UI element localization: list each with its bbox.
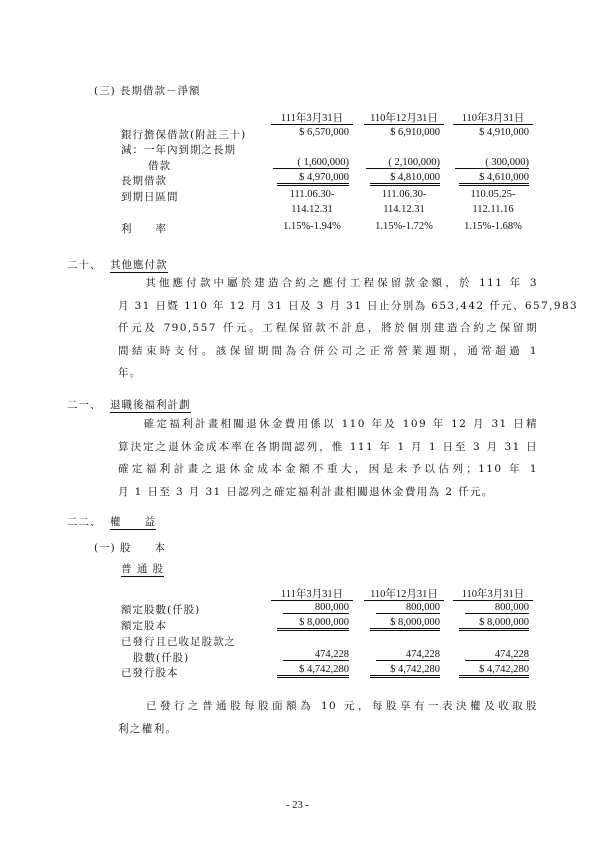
cell: 114.12.31 bbox=[383, 204, 425, 215]
row-label: 到期日區間 bbox=[121, 191, 179, 203]
paragraph-line: 確定福利計畫之退休金成本金額不重大，因是未予以估列；110 年 1 bbox=[118, 463, 538, 476]
section-20-title: 其他應付款 bbox=[110, 259, 168, 271]
cell: 1.15%-1.94% bbox=[283, 221, 341, 232]
paragraph-line: 確定福利計畫相關退休金費用係以 110 年及 109 年 12 月 31 日精 bbox=[118, 418, 538, 430]
paragraph-line: 利之權利。 bbox=[118, 722, 178, 735]
cell: 110.05.25- bbox=[470, 189, 516, 200]
col-header-rule bbox=[453, 124, 533, 125]
cell: 474,228 bbox=[376, 649, 440, 661]
cell: $ 4,810,000 bbox=[370, 172, 440, 186]
cell: $ 4,742,280 bbox=[459, 664, 529, 678]
cell: 111.06.30- bbox=[381, 189, 427, 200]
cell: 1.15%-1.72% bbox=[375, 221, 433, 232]
cell: 114.12.31 bbox=[291, 204, 333, 215]
cell: 474,228 bbox=[465, 649, 529, 661]
row-label: 減：一年內到期之長期 bbox=[121, 144, 236, 156]
section-20-number: 二十、 bbox=[67, 259, 102, 271]
row-label: 已發行且已收足股款之 bbox=[121, 636, 236, 648]
row-label: 額定股本 bbox=[121, 620, 167, 632]
page-number: - 23 - bbox=[286, 800, 309, 811]
common-stock-title: 普 通 股 bbox=[121, 563, 165, 575]
section-21-paragraph bbox=[118, 413, 538, 503]
paragraph-line: 間結束時支付。該保留期間為合併公司之正常營業週期，通常超過 1 bbox=[118, 344, 538, 357]
section-22-sub-title: (一) 股 本 bbox=[94, 542, 167, 554]
row-label: 借款 bbox=[148, 160, 171, 172]
cell: $ 6,570,000 bbox=[299, 127, 349, 138]
cell: 800,000 bbox=[376, 602, 440, 614]
cell: $ 8,000,000 bbox=[277, 617, 349, 631]
paragraph-line: 已發行之普通股每股面額為 10 元，每股享有一表決權及收取股 bbox=[118, 700, 538, 712]
cell: $ 4,742,280 bbox=[277, 664, 349, 678]
cell: ( 300,000) bbox=[455, 157, 529, 169]
cell: $ 6,910,000 bbox=[390, 127, 440, 138]
col-header-2: 110年12月31日 bbox=[370, 113, 438, 124]
col-header-2: 110年12月31日 bbox=[370, 589, 438, 600]
cell: $ 8,000,000 bbox=[370, 617, 440, 631]
row-label: 銀行擔保借款(附註三十) bbox=[121, 129, 247, 141]
cell: 474,228 bbox=[283, 649, 349, 661]
cell: ( 1,600,000) bbox=[273, 157, 349, 169]
section-22-number: 二二、 bbox=[67, 516, 102, 528]
col-header-1: 111年3月31日 bbox=[280, 589, 344, 600]
cell: 1.15%-1.68% bbox=[464, 221, 522, 232]
section-21-title: 退職後福利計劃 bbox=[110, 399, 191, 411]
paragraph-line: 月 1 日至 3 月 31 日認列之確定福利計畫相關退休金費用為 2 仟元。 bbox=[118, 485, 494, 498]
paragraph-line: 年。 bbox=[118, 367, 142, 380]
paragraph-line: 其他應付款中屬於建造合約之應付工程保留款金額，於 111 年 3 bbox=[118, 277, 538, 289]
col-header-3: 110年3月31日 bbox=[461, 113, 525, 124]
cell: $ 4,742,280 bbox=[370, 664, 440, 678]
col-header-rule bbox=[271, 600, 353, 601]
col-header-rule bbox=[364, 600, 444, 601]
cell: 111.06.30- bbox=[289, 189, 335, 200]
paragraph-line: 月 31 日暨 110 年 12 月 31 日及 3 月 31 日止分別為 653,442 仟元、657,983 bbox=[118, 299, 579, 312]
row-label: 利 率 bbox=[121, 223, 167, 235]
cell: $ 4,910,000 bbox=[479, 127, 529, 138]
col-header-rule bbox=[364, 124, 444, 125]
section-20-paragraph bbox=[118, 272, 579, 385]
col-header-rule bbox=[271, 124, 353, 125]
section-22-title: 權 益 bbox=[110, 516, 156, 528]
cell: 800,000 bbox=[465, 602, 529, 614]
cell: ( 2,100,000) bbox=[366, 157, 440, 169]
section-3-title: (三) 長期借款－淨額 bbox=[94, 85, 201, 97]
cell: 800,000 bbox=[283, 602, 349, 614]
common-stock-note bbox=[118, 695, 538, 740]
row-label: 股數(仟股) bbox=[133, 652, 190, 664]
row-label: 長期借款 bbox=[121, 175, 167, 187]
cell: $ 4,610,000 bbox=[459, 172, 529, 186]
paragraph-line: 算決定之退休金成本率在各期間認列，惟 111 年 1 月 1 日至 3 月 31 日 bbox=[118, 440, 538, 453]
cell: $ 8,000,000 bbox=[459, 617, 529, 631]
row-label: 額定股數(仟股) bbox=[121, 604, 201, 616]
section-21-number: 二一、 bbox=[67, 399, 102, 411]
col-header-1: 111年3月31日 bbox=[280, 113, 344, 124]
col-header-3: 110年3月31日 bbox=[461, 589, 525, 600]
cell: 112.11.16 bbox=[472, 204, 514, 215]
col-header-rule bbox=[453, 600, 533, 601]
row-label: 已發行股本 bbox=[121, 667, 179, 679]
cell: $ 4,970,000 bbox=[277, 172, 349, 186]
paragraph-line: 仟元及 790,557 仟元。工程保留款不計息，將於個別建造合約之保留期 bbox=[118, 322, 538, 335]
